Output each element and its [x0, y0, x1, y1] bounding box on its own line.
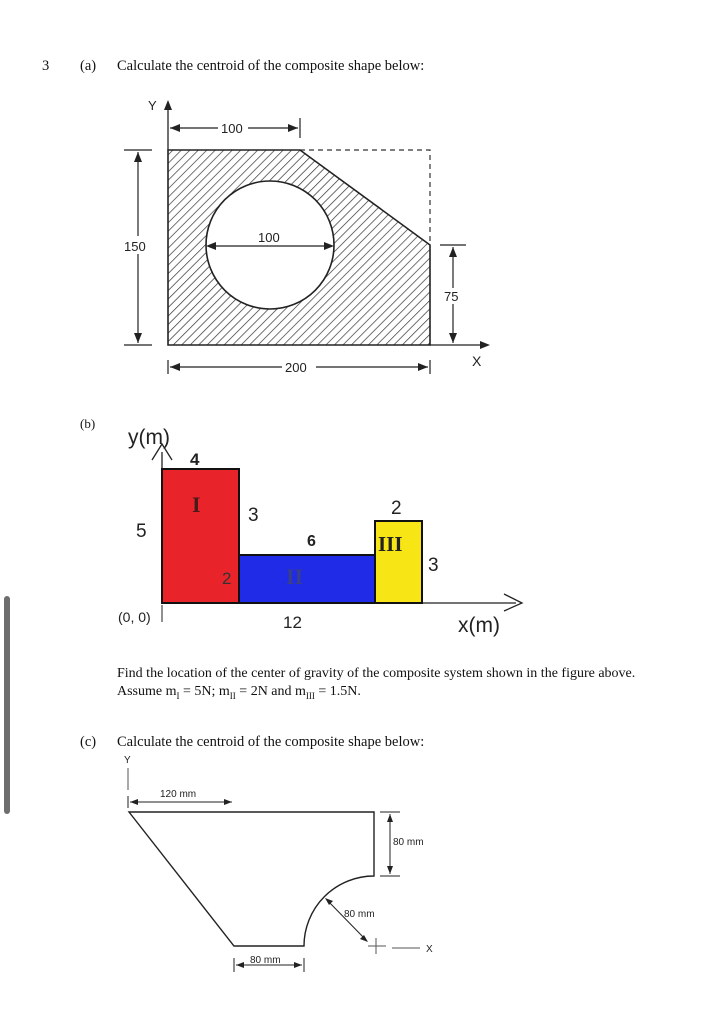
mass-sub-1: I — [176, 690, 180, 701]
axis-x-label-b: x(m) — [458, 614, 500, 637]
dim-bottom: 200 — [285, 360, 307, 375]
dim-right: 75 — [444, 289, 459, 304]
question-number: 3 — [42, 58, 50, 74]
axis-y-label-b: y(m) — [128, 426, 170, 449]
assume-prefix: Assume m — [117, 684, 177, 699]
part-b-question: Find the location of the center of gravity of the composite system shown in the figure above. — [117, 666, 636, 681]
step-label: 3 — [248, 505, 259, 526]
composite-shape-c — [129, 812, 374, 946]
dim-right-c: 80 mm — [393, 837, 424, 848]
block-I-width: 4 — [190, 450, 200, 469]
dim-left: 150 — [124, 239, 146, 254]
block-III-width: 2 — [391, 498, 402, 519]
dim-circle: 100 — [258, 230, 280, 245]
block-II-height: 2 — [222, 569, 232, 588]
mass-value-3: = 1.5N. — [314, 684, 361, 699]
dim-bottom-c: 80 mm — [250, 955, 281, 966]
part-a-label: (a) — [80, 58, 97, 74]
mass-value-2: = 2N and m — [235, 684, 306, 699]
base-label: 12 — [283, 613, 302, 632]
part-a-prompt: Calculate the centroid of the composite shape below: — [117, 58, 425, 74]
part-b-label: (b) — [80, 416, 96, 431]
block-III-name: III — [378, 532, 403, 556]
block-II-width: 6 — [307, 533, 316, 550]
block-II-name: II — [286, 564, 304, 589]
scrollbar[interactable] — [4, 596, 10, 814]
mass-value-1: = 5N; m — [179, 684, 230, 699]
part-c-label: (c) — [80, 734, 97, 750]
origin-label: (0, 0) — [118, 609, 151, 625]
part-c-prompt: Calculate the centroid of the composite shape below: — [117, 734, 425, 750]
block-I-name: I — [192, 492, 201, 517]
dim-top: 100 — [221, 121, 243, 136]
block-III-height: 3 — [428, 555, 439, 576]
mass-sub-2: II — [229, 690, 236, 701]
axis-x-label-a: X — [472, 353, 482, 369]
mass-sub-3: III — [305, 690, 315, 701]
block-I-height: 5 — [136, 521, 147, 542]
axis-y-label-c: Y — [124, 755, 131, 766]
axis-x-label-c: X — [426, 944, 433, 955]
dim-radius-c: 80 mm — [344, 909, 375, 920]
axis-y-label-a: Y — [148, 98, 157, 113]
dim-top-c: 120 mm — [160, 789, 197, 800]
